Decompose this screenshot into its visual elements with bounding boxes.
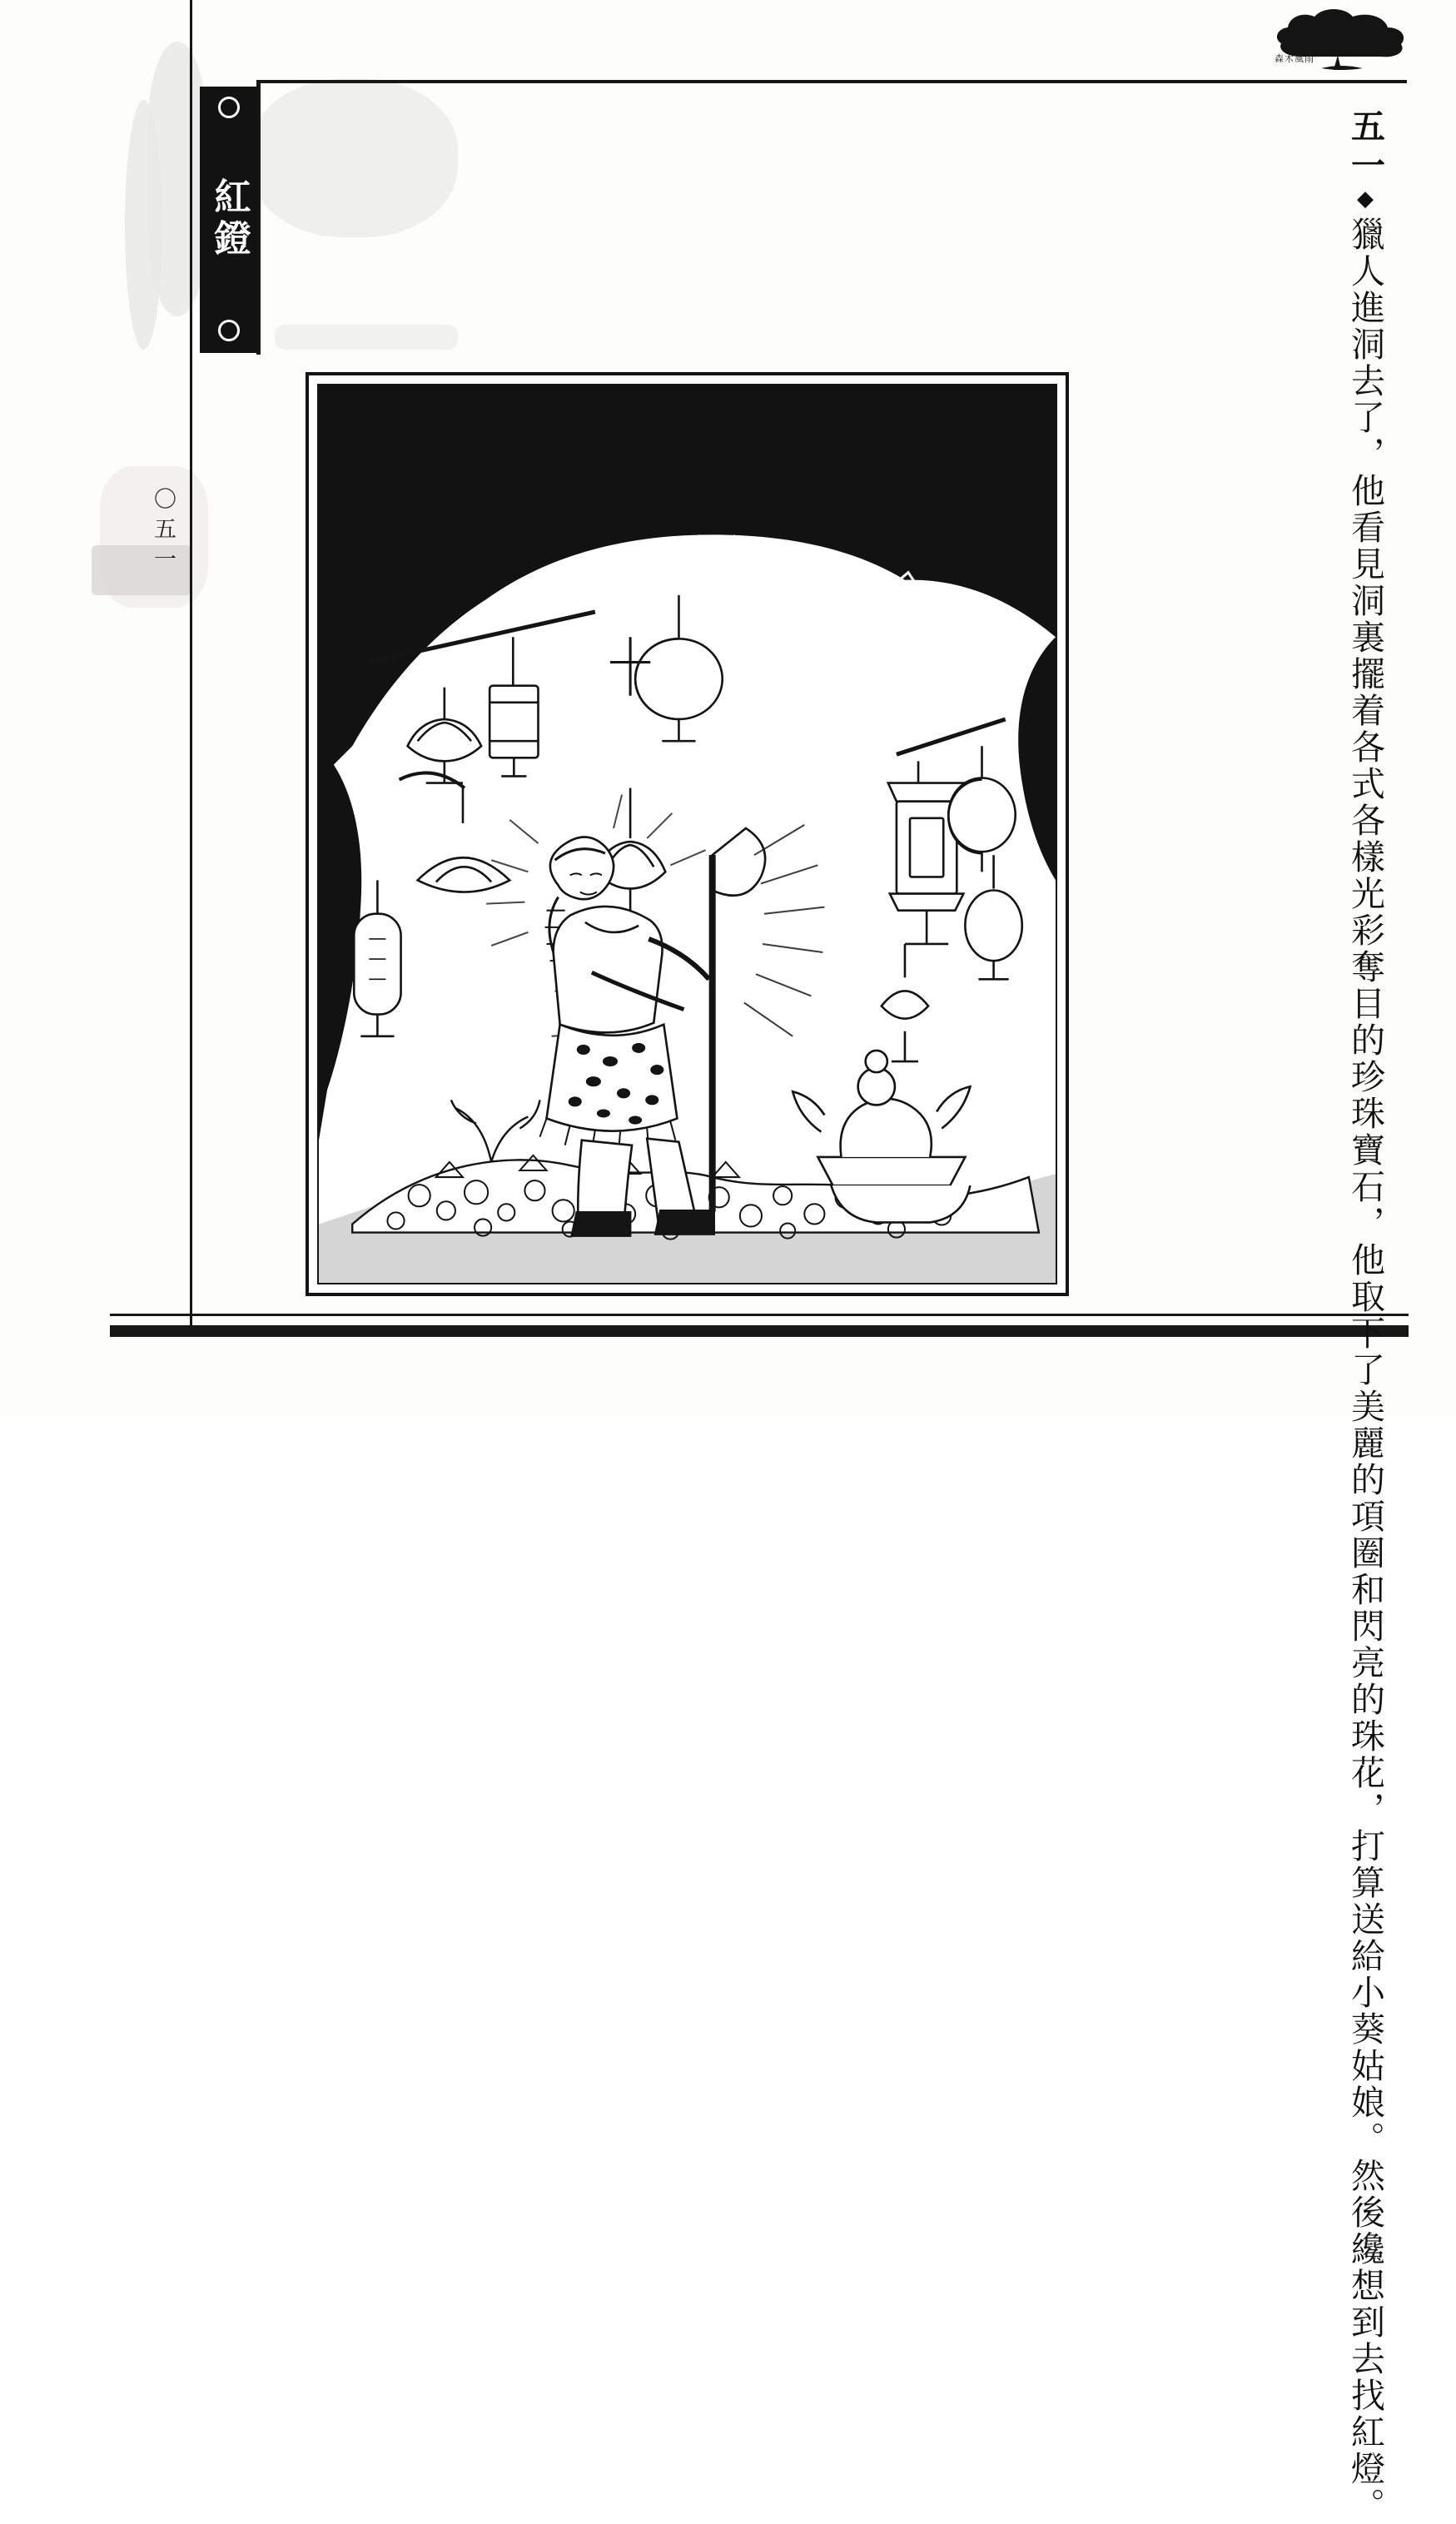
spine-title-text: 紅鐙 <box>207 177 251 261</box>
text-line-3: 花，打算送給小葵姑娘。然後纔想到去找紅燈。 <box>1345 1755 1385 2524</box>
page-border-vertical <box>190 0 192 1332</box>
section-number: 五一 <box>1345 108 1385 186</box>
page-border-bottom <box>110 1325 1409 1337</box>
scan-smudge <box>275 325 458 350</box>
spine-title-block <box>200 87 258 353</box>
body-text <box>1331 108 1398 2524</box>
scan-smudge <box>250 79 458 237</box>
text-line-2: 彩奪目的珍珠寶石，他取下了美麗的項圈和閃亮的珠 <box>1345 912 1385 1755</box>
title-dot-icon <box>218 320 240 341</box>
section-bullet: ◆ <box>1353 186 1378 216</box>
text-line-1-rest: 獵人進洞去了，他看見洞裏擺着各式各樣光 <box>1345 216 1385 912</box>
text-line-1 <box>1331 108 1398 912</box>
page-border-top <box>258 80 1407 83</box>
title-dot-icon <box>218 97 240 118</box>
scan-smudge <box>125 100 162 350</box>
illustration-canvas <box>317 384 1057 1284</box>
illustration-frame <box>306 372 1069 1296</box>
page-border-bottom-thin <box>110 1314 1409 1316</box>
logo-caption: 森木風雨 <box>1275 53 1314 64</box>
publisher-logo <box>1271 5 1413 72</box>
page-number: 〇五一 <box>150 487 176 577</box>
